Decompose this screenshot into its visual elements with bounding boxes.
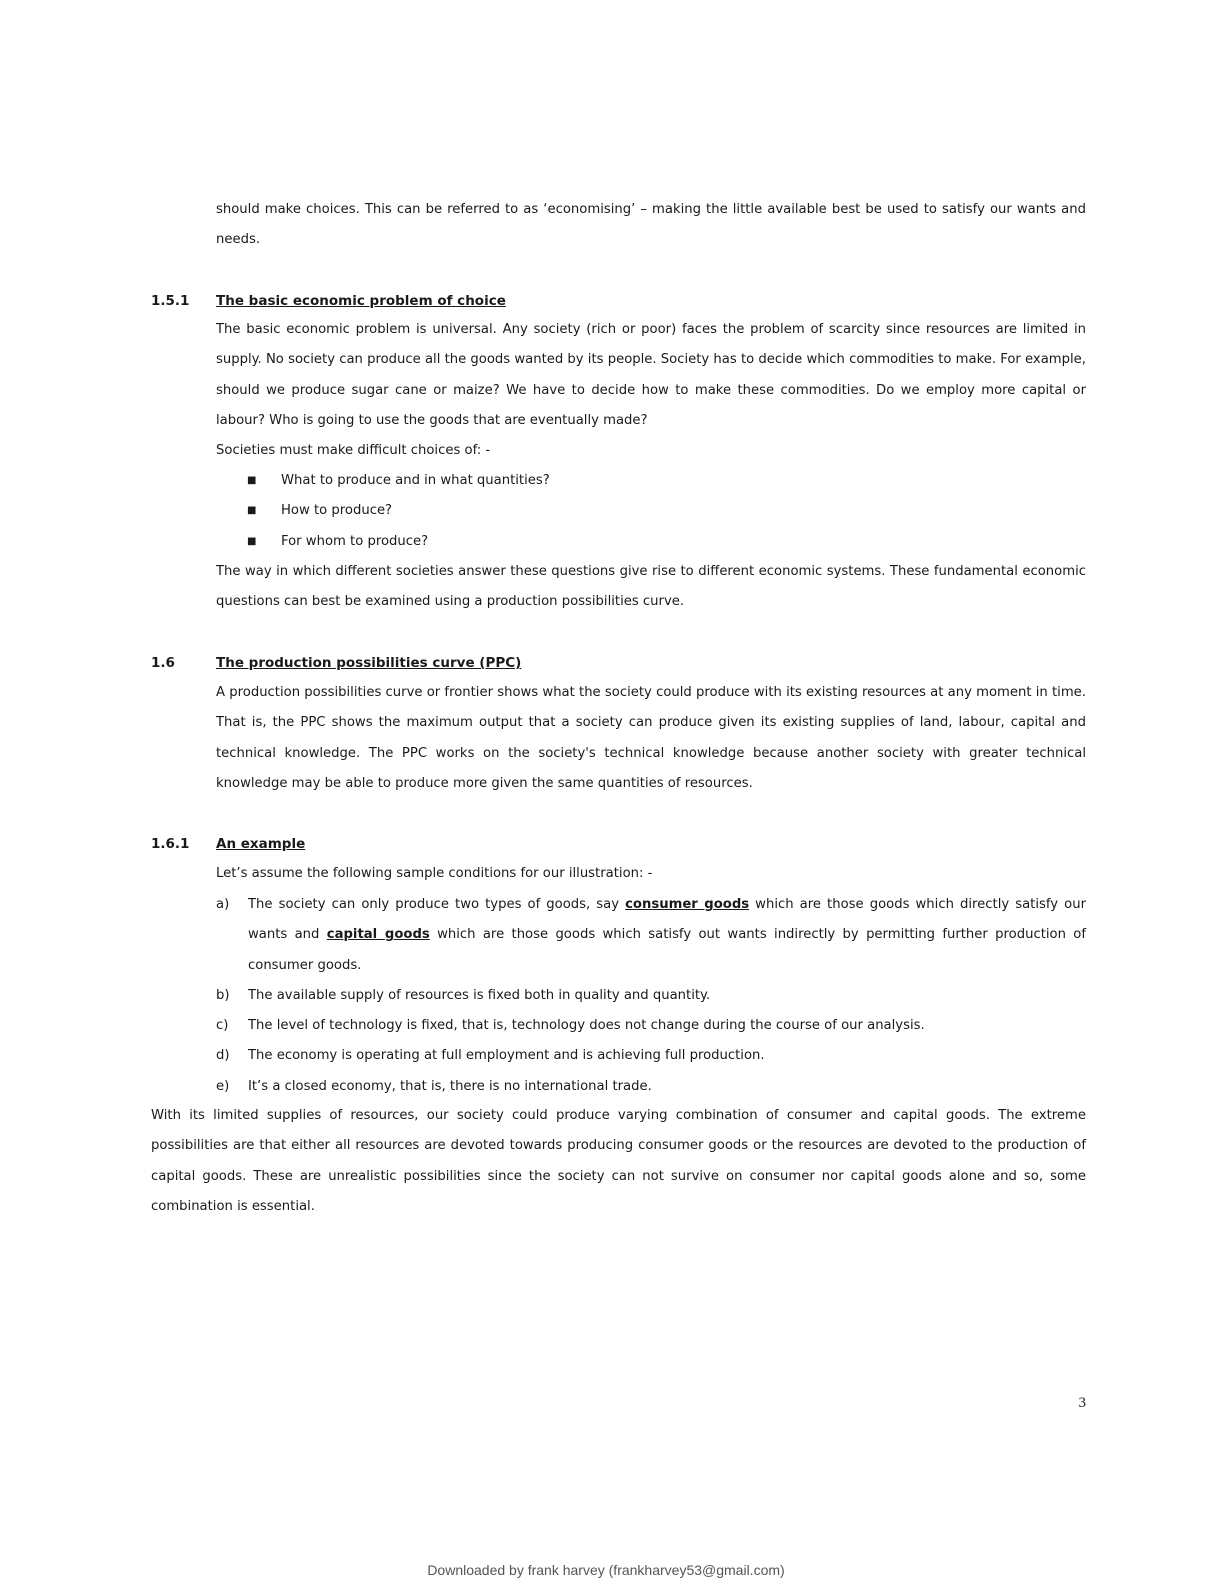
list-item bbox=[216, 890, 1086, 981]
section-title-1-6-1: An example bbox=[216, 836, 306, 852]
section-number-1-6: 1.6 bbox=[151, 655, 175, 671]
closing-paragraph: With its limited supplies of resources, our society could produce varying combination of consumer and capital goods. The extreme possibilities are that either all resources are devoted towards producing consumer goods or the resources are devoted to the production of capital goods. These are unrealistic possibilities since the society can not survive on consumer nor capital goods alone and so, some combination is essential. bbox=[151, 1108, 1086, 1214]
bullet-text: What to produce and in what quantities? bbox=[281, 473, 550, 488]
page-number: 3 bbox=[1078, 1395, 1086, 1411]
section-title-1-6: The production possibilities curve (PPC) bbox=[216, 655, 522, 671]
choices-bullet-list bbox=[216, 466, 1086, 557]
bullet-icon: ■ bbox=[247, 505, 257, 517]
bullet-icon: ■ bbox=[247, 475, 257, 486]
list-item-text: The level of technology is fixed, that is, technology does not change during the course of our analysis. bbox=[248, 1018, 925, 1034]
list-item bbox=[216, 1011, 1086, 1041]
list-marker: d) bbox=[216, 1048, 230, 1064]
list-item-text: The economy is operating at full employment and is achieving full production. bbox=[248, 1048, 765, 1064]
section-1-5-1-paragraph: The basic economic problem is universal. Any society (rich or poor) faces the problem of scarcity since resources are limited in supply. No society can produce all the goods wanted by its people. Society has to decide which commodities to make. For example, should we produce sugar cane or maize? We have to decide how to make these commodities. Do we employ more capital or labour? Who is going to use the goods that are eventually made? bbox=[216, 322, 1086, 428]
list-item bbox=[216, 527, 1086, 557]
list-marker: e) bbox=[216, 1078, 230, 1094]
bullet-text: For whom to produce? bbox=[281, 533, 429, 549]
bullet-text: How to produce? bbox=[281, 503, 393, 519]
term-capital-goods: capital goods bbox=[326, 927, 430, 943]
text-fragment: The society can only produce two types of goods, say bbox=[248, 897, 626, 912]
section-number-1-5-1: 1.5.1 bbox=[151, 293, 190, 309]
section-title-1-5-1: The basic economic problem of choice bbox=[216, 293, 506, 309]
text-fragment: which are those goods which satisfy out wants indirectly by permitting further production of consumer goods. bbox=[248, 927, 1087, 973]
list-item bbox=[216, 1072, 1086, 1102]
intro-paragraph: should make choices. This can be referred to as ‘economising’ – making the little available best be used to satisfy our wants and needs. bbox=[216, 202, 1086, 248]
bullet-icon: ■ bbox=[247, 535, 257, 547]
list-item-text: It’s a closed economy, that is, there is no international trade. bbox=[248, 1078, 652, 1094]
list-item bbox=[216, 496, 1086, 526]
section-1-6-1-lead-in: Let’s assume the following sample conditions for our illustration: - bbox=[216, 866, 653, 881]
term-consumer-goods: consumer goods bbox=[625, 897, 750, 912]
section-1-6-paragraph: A production possibilities curve or frontier shows what the society could produce with its existing resources at any moment in time. That is, the PPC shows the maximum output that a society can produce given its existing supplies of land, labour, capital and technical knowledge. The PPC works on the society's technical knowledge because another society with greater technical knowledge may be able to produce more given the same quantities of resources. bbox=[216, 685, 1086, 791]
list-marker: a) bbox=[216, 897, 230, 912]
section-1-5-1-closing: The way in which different societies answer these questions give rise to different economic systems. These fundamental economic questions can best be examined using a production possibilities curve. bbox=[216, 564, 1086, 610]
list-item bbox=[216, 466, 1086, 496]
list-item-text bbox=[248, 890, 1086, 981]
assumptions-list bbox=[216, 890, 1086, 1102]
text-fragment: which are those goods which directly satisfy our wants and bbox=[248, 897, 1087, 943]
section-1-5-1-lead-in: Societies must make difficult choices of: - bbox=[216, 443, 491, 458]
download-footer: Downloaded by frank harvey (frankharvey53@gmail.com) bbox=[427, 1562, 785, 1578]
section-number-1-6-1: 1.6.1 bbox=[151, 836, 190, 852]
list-item bbox=[216, 981, 1086, 1011]
list-item-text: The available supply of resources is fixed both in quality and quantity. bbox=[248, 987, 711, 1003]
list-marker: b) bbox=[216, 987, 230, 1003]
list-item bbox=[216, 1041, 1086, 1071]
list-marker: c) bbox=[216, 1018, 229, 1034]
